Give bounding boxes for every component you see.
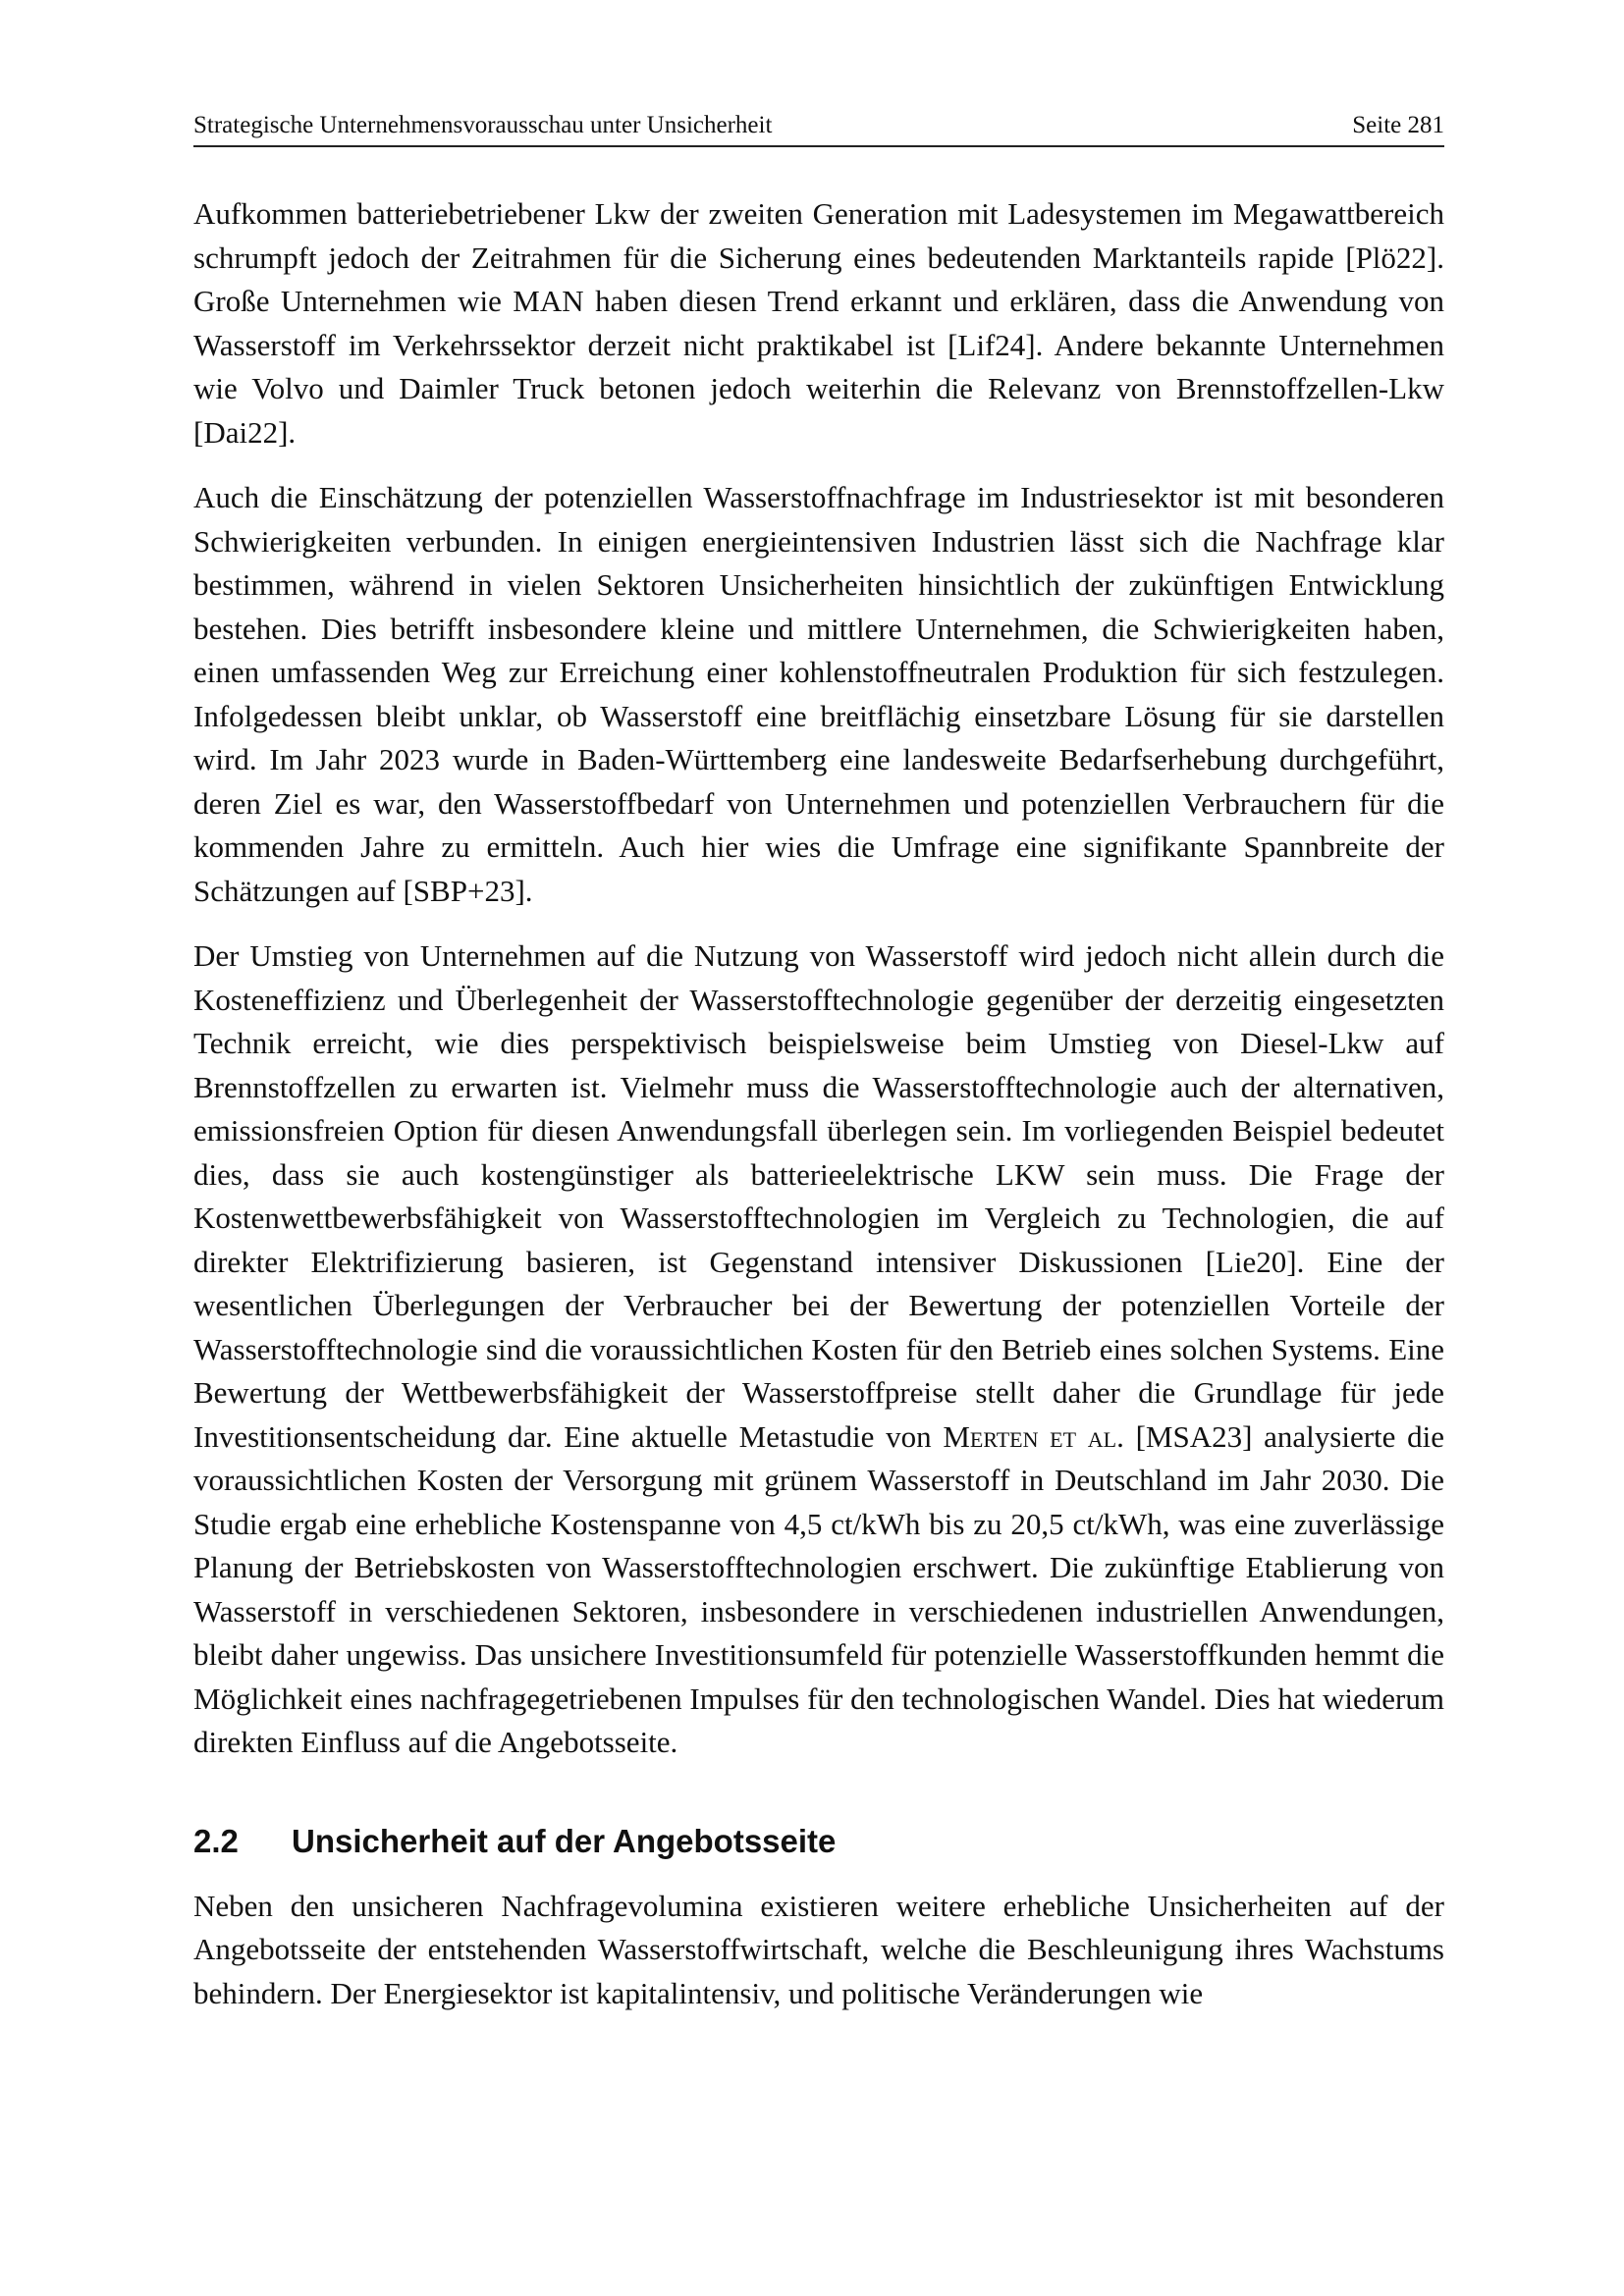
section-title: Unsicherheit auf der Angebotsseite xyxy=(292,1822,837,1859)
paragraph-3-text-a: Der Umstieg von Unternehmen auf die Nutzung von Wasserstoff wird jedoch nicht allein durch die Kosteneffizienz und Überlegenheit der Wasserstofftechnologie gegenüber der derzeitig eingesetzten Technik erreicht, wie dies perspektivisch beispielsweise beim Umstieg von Diesel-Lkw auf Brennstoffzellen zu erwarten ist. Vielmehr muss die Wasserstofftechnologie auch der alternativen, emissionsfreien Option für diesen Anwendungsfall überlegen sein. Im vorliegenden Beispiel bedeutet dies, dass sie auch kostengünstiger als batterieelektrische LKW sein muss. Die Frage der Kostenwettbewerbsfähigkeit von Wasserstofftechnologien im Vergleich zu Technologien, die auf direkter Elektrifizierung basieren, ist Gegenstand intensiver Diskussionen [Lie20]. Eine der wesentlichen Überlegungen der Verbraucher bei der Bewertung der potenziellen Vorteile der Wasserstofftechnologie sind die voraussichtlichen Kosten für den Betrieb eines solchen Systems. Eine Bewertung der Wettbewerbsfähigkeit der Wasserstoffpreise stellt daher die Grundlage für jede Investitionsentscheidung dar. Eine aktuelle Metastudie von xyxy=(193,938,1444,1454)
page-number: Seite 281 xyxy=(1352,112,1444,138)
paragraph-3-text-b: [MSA23] analysierte die voraussichtlichen Kosten der Versorgung mit grünem Wasserstoff in Deutschland im Jahr 2030. Die Studie ergab eine erhebliche Kostenspanne von 4,5 ct/kWh bis zu 20,5 ct/kWh, was eine zuverlässige Planung der Betriebskosten von Wasserstofftechnologien erschwert. Die zukünftige Etablierung von Wasserstoff in verschiedenen Sektoren, insbesondere in verschiedenen industriellen Anwendungen, bleibt daher ungewiss. Das unsichere Investitionsumfeld für potenzielle Wasserstoffkunden hemmt die Möglichkeit eines nachfragegetriebenen Impulses für den technologischen Wandel. Dies hat wiederum direkten Einfluss auf die Angebotsseite. xyxy=(193,1418,1444,1759)
running-header xyxy=(193,110,1444,147)
body-text xyxy=(193,192,1444,2037)
paragraph-3 xyxy=(193,934,1444,1765)
paragraph-2: Auch die Einschätzung der potenziellen Wasserstoffnachfrage im Industriesektor ist mit besonderen Schwierigkeiten verbunden. In einigen energieintensiven Industrien lässt sich die Nachfrage klar bestimmen, während in vielen Sektoren Unsicherheiten hinsichtlich der zukünftigen Entwicklung bestehen. Dies betrifft insbesondere kleine und mittlere Unternehmen, die Schwierigkeiten haben, einen umfassenden Weg zur Erreichung einer kohlenstoffneutralen Produktion für sich festzulegen. Infolgedessen bleibt unklar, ob Wasserstoff eine breitflächig einsetzbare Lösung für sie darstellen wird. Im Jahr 2023 wurde in Baden-Württemberg eine landesweite Bedarfserhebung durchgeführt, deren Ziel es war, den Wasserstoffbedarf von Unternehmen und potenziellen Verbrauchern für die kommenden Jahre zu ermitteln. Auch hier wies die Umfrage eine signifikante Spannbreite der Schätzungen auf [SBP+23]. xyxy=(193,480,1444,908)
paragraph-1: Aufkommen batteriebetriebener Lkw der zweiten Generation mit Ladesystemen im Megawattbereich schrumpft jedoch der Zeitrahmen für die Sicherung eines bedeutenden Marktanteils rapide [Plö22]. Große Unternehmen wie MAN haben diesen Trend erkannt und erklären, dass die Anwendung von Wasserstoff im Verkehrssektor derzeit nicht praktikabel ist [Lif24]. Andere bekannte Unternehmen wie Volvo und Daimler Truck betonen jedoch weiterhin die Relevanz von Brennstoffzellen-Lkw [Dai22]. xyxy=(193,196,1444,450)
header-title: Strategische Unternehmensvorausschau unter Unsicherheit xyxy=(193,112,773,138)
paragraph-4: Neben den unsicheren Nachfragevolumina existieren weitere erhebliche Unsicherheiten auf der Angebotsseite der entstehenden Wasserstoffwirtschaft, welche die Beschleunigung ihres Wachstums behindern. Der Energiesektor ist kapitalintensiv, und politische Veränderungen wie xyxy=(193,1888,1444,2010)
author-citation: Merten et al. xyxy=(943,1418,1124,1454)
section-number: 2.2 xyxy=(193,1822,239,1859)
section-heading xyxy=(193,1820,1444,1863)
